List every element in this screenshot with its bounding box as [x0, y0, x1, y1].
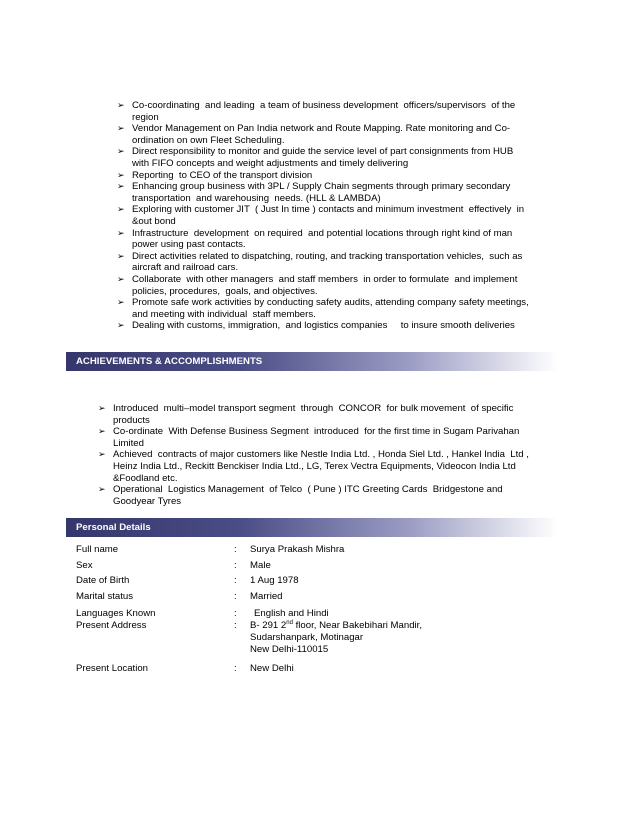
dob-label: Date of Birth: [76, 575, 130, 586]
arrow-bullet-icon: ➢: [117, 100, 125, 110]
duty-item-line: policies, procedures, goals, and objectives.: [132, 285, 318, 297]
arrow-bullet-icon: ➢: [117, 169, 125, 180]
arrow-bullet-icon: ➢: [117, 250, 125, 261]
arrow-bullet-icon: ➢: [98, 403, 106, 413]
achievement-item-line: &Foodland etc.: [113, 472, 178, 484]
address-row: [76, 620, 556, 663]
achievement-item-line: Limited: [113, 437, 144, 449]
achievement-item-line: Co-ordinate With Defense Business Segment introduced for the first time in Sugam Parivahan: [113, 426, 520, 438]
arrow-bullet-icon: ➢: [117, 146, 125, 157]
address-ordinal: nd: [286, 620, 293, 626]
arrow-bullet-icon: ➢: [98, 449, 106, 460]
duty-item: [117, 146, 552, 169]
achievement-item-line: Achieved contracts of major customers like Nestle India Ltd. , Honda Siel Ltd. , Hankel India Ltd ,: [113, 449, 529, 461]
colon: :: [234, 590, 237, 602]
duty-item-line: Direct activities related to dispatching, routing, and tracking transportation vehicles, such as: [132, 250, 523, 262]
colon: :: [234, 608, 237, 619]
duty-item-line: Reporting to CEO of the transport division: [132, 169, 313, 181]
arrow-bullet-icon: ➢: [117, 227, 125, 238]
address-value: [250, 620, 422, 656]
duty-item: [117, 273, 552, 297]
location-value: New Delhi: [250, 663, 294, 674]
duty-item: [117, 227, 552, 251]
duty-item-line: region: [132, 111, 159, 123]
location-row: [76, 663, 556, 679]
marital-label: Marital status: [76, 590, 134, 602]
colon: :: [234, 544, 237, 555]
duty-item: [117, 123, 552, 146]
duty-item: [117, 204, 552, 227]
duty-item-line: Collaborate with other managers and staff members in order to formulate and implement: [132, 273, 518, 285]
arrow-bullet-icon: ➢: [98, 426, 106, 437]
arrow-bullet-icon: ➢: [117, 297, 125, 308]
duty-item-line: Enhancing group business with 3PL / Supply Chain segments through primary secondary: [132, 181, 511, 193]
languages-value: English and Hindi: [254, 608, 329, 619]
sex-row: [76, 560, 556, 576]
duty-item-line: Direct responsibility to monitor and guide the service level of part consignments from HUB: [132, 146, 514, 158]
address-line-1-start: B- 291 2: [250, 620, 287, 631]
achievement-item: [98, 426, 573, 449]
duty-item: [117, 169, 552, 182]
duty-item-line: power using past contacts.: [132, 239, 246, 251]
arrow-bullet-icon: ➢: [117, 123, 125, 134]
arrow-bullet-icon: ➢: [98, 484, 106, 495]
duty-item-line: with FIFO concepts and weight adjustments and timely delivering: [132, 157, 409, 169]
colon: :: [234, 559, 237, 571]
duty-item: [117, 100, 552, 123]
duty-item-line: Infrastructure development on required and potential locations through right kind of man: [132, 227, 513, 239]
arrow-bullet-icon: ➢: [117, 204, 125, 215]
duty-item-line: Promote safe work activities by conducting safety audits, attending company safety meetings,: [132, 297, 529, 309]
achievement-item: [98, 484, 573, 507]
dob-row: [76, 575, 556, 591]
duty-item-line: Dealing with customs, immigration, and logistics companies to insure smooth deliveries: [132, 320, 515, 332]
achievement-item-line: products: [113, 414, 150, 426]
address-line-1-end: floor, Near Bakebihari Mandir,: [292, 620, 423, 631]
sex-value: Male: [250, 559, 271, 571]
achievement-item-line: Operational Logistics Management of Telco ( Pune ) ITC Greeting Cards Bridgestone and: [113, 484, 503, 496]
languages-label: Languages Known: [76, 608, 156, 619]
location-label: Present Location: [76, 663, 148, 674]
colon: :: [234, 663, 237, 674]
duties-list: [117, 100, 552, 332]
duty-item-line: Exploring with customer JIT ( Just In time ) contacts and minimum investment effectively in: [132, 204, 525, 216]
duty-item-line: Co-coordinating and leading a team of business development officers/supervisors of the: [132, 100, 516, 111]
duty-item: [117, 181, 552, 204]
duty-item-line: &out bond: [132, 215, 176, 227]
marital-row: [76, 591, 556, 607]
duty-item-line: aircraft and railroad cars.: [132, 262, 239, 274]
duty-item-line: ordination on own Fleet Scheduling.: [132, 134, 285, 146]
duty-item: [117, 297, 552, 320]
arrow-bullet-icon: ➢: [117, 181, 125, 192]
duty-item-line: transportation and warehousing needs. (HLL & LAMBDA): [132, 192, 381, 204]
achievements-heading: ACHIEVEMENTS & ACCOMPLISHMENTS: [66, 352, 558, 371]
personal-details-heading: Personal Details: [66, 518, 558, 537]
duty-item: [117, 320, 552, 332]
colon: :: [234, 575, 237, 586]
address-line-1: [250, 620, 422, 632]
dob-value: 1 Aug 1978: [250, 575, 299, 586]
achievement-item: [98, 403, 573, 426]
full-name-row: [76, 544, 556, 560]
achievement-item-line: Goodyear Tyres: [113, 495, 182, 507]
arrow-bullet-icon: ➢: [117, 320, 125, 331]
achievement-item-line: Heinz India Ltd., Reckitt Benckiser India Ltd., LG, Terex Vectra Equipments, Videocon India Ltd: [113, 460, 516, 472]
address-line-2: Sudarshanpark, Motinagar: [250, 632, 364, 643]
sex-label: Sex: [76, 559, 93, 571]
arrow-bullet-icon: ➢: [117, 273, 125, 284]
duty-item-line: Vendor Management on Pan India network and Route Mapping. Rate monitoring and Co-: [132, 123, 511, 135]
marital-value: Married: [250, 590, 283, 602]
full-name-label: Full name: [76, 544, 119, 555]
languages-row: [76, 608, 556, 620]
full-name-value: Surya Prakash Mishra: [250, 544, 345, 555]
duty-item-line: and meeting with individual staff members.: [132, 308, 316, 320]
achievements-list: [98, 403, 573, 507]
achievement-item: [98, 449, 573, 484]
achievement-item-line: Introduced multi–model transport segment through CONCOR for bulk movement of specific: [113, 403, 514, 414]
address-line-3: New Delhi-110015: [250, 644, 329, 655]
address-label: Present Address: [76, 620, 147, 631]
duty-item: [117, 250, 552, 274]
colon: :: [234, 620, 237, 631]
personal-details: [76, 544, 556, 679]
